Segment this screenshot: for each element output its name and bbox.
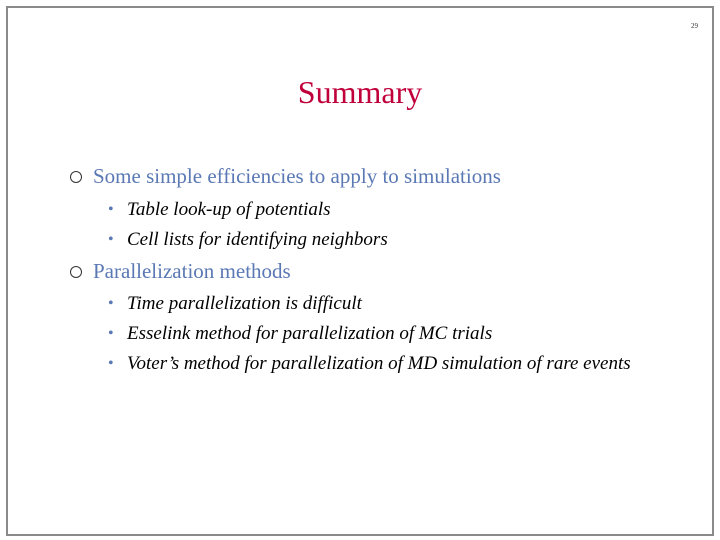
section-heading-text: Some simple efficiencies to apply to simulations (93, 164, 501, 188)
list-item-text: Esselink method for parallelization of MC trials (127, 323, 493, 344)
ring-bullet-icon (70, 266, 82, 278)
dot-bullet-icon: • (108, 355, 114, 372)
list-item (108, 197, 648, 222)
dot-bullet-icon: • (108, 325, 114, 342)
list-item (108, 351, 638, 376)
list-item (108, 321, 648, 346)
list-item-text: Table look-up of potentials (127, 199, 331, 220)
slide-title: Summary (297, 74, 423, 110)
list-item-text: Time parallelization is difficult (127, 293, 362, 314)
page-number: 29 (691, 22, 698, 30)
dot-bullet-icon: • (108, 295, 114, 312)
ring-bullet-icon (70, 171, 82, 183)
dot-bullet-icon: • (108, 231, 114, 248)
list-item-text: Cell lists for identifying neighbors (127, 229, 388, 250)
dot-bullet-icon: • (108, 201, 114, 218)
list-item (108, 291, 648, 316)
section-heading-text: Parallelization methods (93, 259, 291, 283)
section-heading-parallelization (70, 259, 291, 284)
slide-frame (6, 6, 714, 536)
list-item-text: Voter’s method for parallelization of MD simulation of rare events (127, 353, 631, 374)
list-item (108, 227, 648, 252)
section-heading-efficiencies (70, 164, 501, 189)
